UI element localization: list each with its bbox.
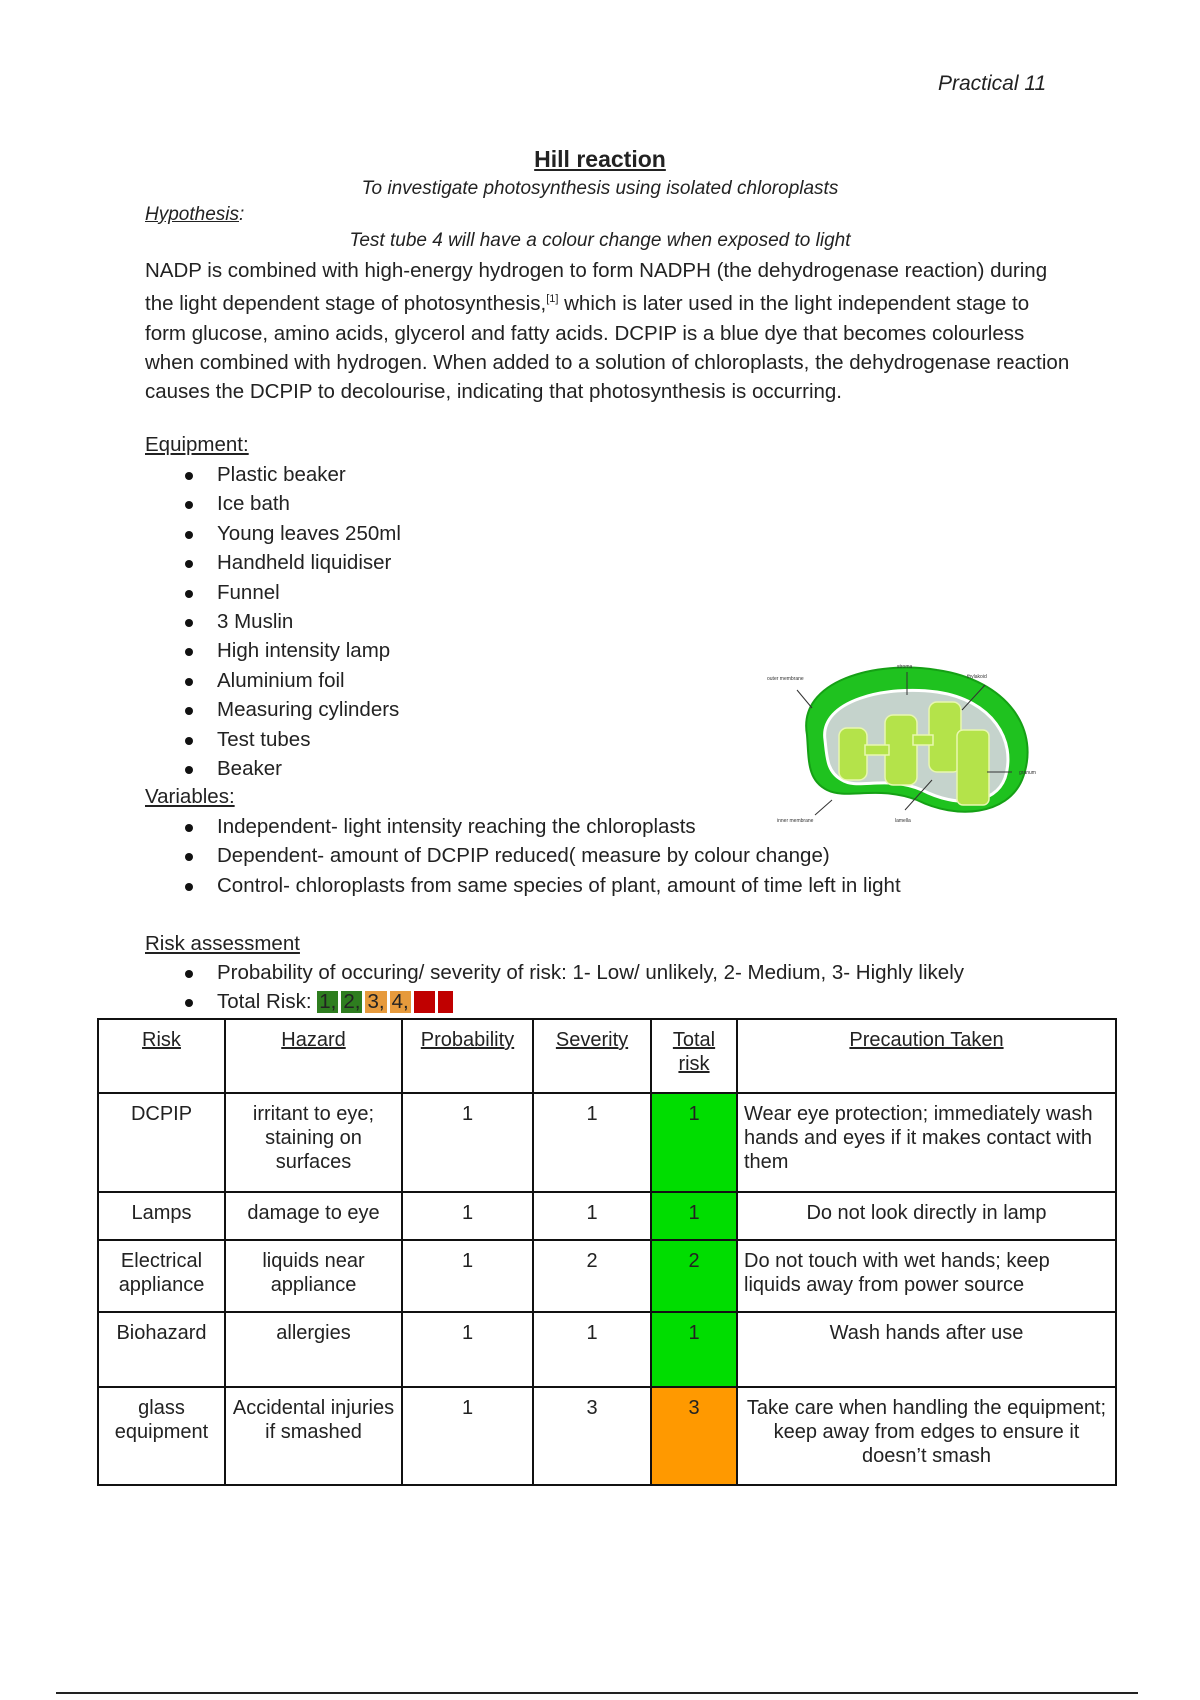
variables-heading: Variables:: [145, 785, 235, 808]
cell-probability: 1: [402, 1387, 533, 1485]
risk-chip: 6,: [415, 990, 433, 1014]
inner-membrane-label: inner membrane: [777, 818, 814, 824]
table-row: [98, 1093, 1116, 1192]
list-item: Handheld liquidiser: [0, 548, 401, 577]
table-row: [98, 1192, 1116, 1240]
cell-hazard: liquids near appliance: [225, 1240, 402, 1312]
list-item: Aluminium foil: [0, 666, 401, 695]
cell-total-risk: 2: [651, 1240, 737, 1312]
cell-severity: 3: [533, 1387, 651, 1485]
header-hazard: Hazard: [225, 1019, 402, 1093]
stroma-label: stroma: [897, 664, 913, 670]
paragraph-part1: NADP is combined with high-energy hydrogen to form NADPH (the dehydrogenase reaction) during the light dependent stage of photosynthesis,: [145, 259, 1048, 316]
list-item: High intensity lamp: [0, 636, 401, 665]
list-item: 3 Muslin: [0, 607, 401, 636]
cell-risk: Lamps: [98, 1192, 225, 1240]
header-severity: Severity: [533, 1019, 651, 1093]
cell-precaution: Wear eye protection; immediately wash hands and eyes if it makes contact with them: [737, 1093, 1116, 1192]
cell-severity: 1: [533, 1312, 651, 1387]
granum-label: granum: [1019, 770, 1036, 776]
total-risk-label: Total Risk:: [217, 990, 312, 1014]
table-row: [98, 1387, 1116, 1485]
cell-risk: glass equipment: [98, 1387, 225, 1485]
lamella-label: lamella: [895, 818, 911, 824]
cell-total-risk: 1: [651, 1192, 737, 1240]
risk-chip: 1,: [319, 990, 337, 1014]
table-row: [98, 1240, 1116, 1312]
equipment-heading: Equipment:: [145, 433, 249, 456]
header-probability: Probability: [402, 1019, 533, 1093]
page-title: Hill reaction: [534, 146, 666, 172]
cell-precaution: Do not touch with wet hands; keep liquids away from power source: [737, 1240, 1116, 1312]
citation-link[interactable]: [1]: [546, 293, 559, 306]
cell-total-risk: 3: [651, 1387, 737, 1485]
list-item: Young leaves 250ml: [0, 519, 401, 548]
subtitle: To investigate photosynthesis using isolated chloroplasts: [361, 178, 839, 199]
hypothesis-text: Test tube 4 will have a colour change when exposed to light: [349, 230, 851, 251]
risk-chip: 4,: [391, 990, 409, 1014]
list-item: Independent- light intensity reaching the chloroplasts: [0, 812, 901, 841]
paragraph-part2: which is later used in the light independent stage to form glucose, amino acids, glycerol and fatty acids. DCPIP is a blue dye that becomes colourless when combined with hydrogen. When added to a solution of chloroplasts, the dehydrogenase reaction causes the DCPIP to decolourise, indicating that photosynthesis is occurring.: [145, 292, 1070, 404]
risk-assessment-heading: Risk assessment: [145, 932, 300, 955]
variables-list: [0, 812, 901, 900]
risk-list: [0, 958, 964, 1017]
cell-precaution: Take care when handling the equipment; keep away from edges to ensure it doesn’t smash: [737, 1387, 1116, 1485]
hypothesis-heading: [145, 204, 244, 226]
outer-membrane-label: outer membrane: [767, 676, 804, 682]
cell-severity: 1: [533, 1192, 651, 1240]
total-risk-legend: [0, 987, 964, 1016]
table-header-row: [98, 1019, 1116, 1093]
list-item: Ice bath: [0, 489, 401, 518]
cell-total-risk: 1: [651, 1312, 737, 1387]
list-item: Measuring cylinders: [0, 695, 401, 724]
hypothesis-label: Hypothesis: [145, 204, 239, 225]
list-item: Funnel: [0, 578, 401, 607]
cell-severity: 2: [533, 1240, 651, 1312]
risk-chip: 9: [439, 990, 452, 1014]
cell-precaution: Do not look directly in lamp: [737, 1192, 1116, 1240]
list-item: Test tubes: [0, 725, 401, 754]
list-item: Control- chloroplasts from same species of plant, amount of time left in light: [0, 871, 901, 900]
background-paragraph: [145, 256, 1075, 407]
cell-hazard: irritant to eye; staining on surfaces: [225, 1093, 402, 1192]
cell-hazard: damage to eye: [225, 1192, 402, 1240]
list-item: Probability of occuring/ severity of risk: 1- Low/ unlikely, 2- Medium, 3- Highly likely: [0, 958, 964, 987]
risk-chip: 3,: [367, 990, 385, 1014]
cell-hazard: allergies: [225, 1312, 402, 1387]
cell-probability: 1: [402, 1192, 533, 1240]
cell-risk: Electrical appliance: [98, 1240, 225, 1312]
hypothesis-colon: :: [239, 204, 245, 225]
practical-number: Practical 11: [938, 72, 1047, 95]
table-row: [98, 1312, 1116, 1387]
header-risk: Risk: [98, 1019, 225, 1093]
header-precaution: Precaution Taken: [737, 1019, 1116, 1093]
cell-probability: 1: [402, 1240, 533, 1312]
risk-table: [97, 1018, 1117, 1486]
header-total-risk: Total risk: [651, 1019, 737, 1093]
thylakoid-label: thylakoid: [967, 674, 987, 680]
list-item: Plastic beaker: [0, 460, 401, 489]
chloroplast-diagram: [757, 650, 1057, 830]
equipment-list: [0, 460, 401, 783]
cell-precaution: Wash hands after use: [737, 1312, 1116, 1387]
cell-total-risk: 1: [651, 1093, 737, 1192]
cell-risk: DCPIP: [98, 1093, 225, 1192]
cell-probability: 1: [402, 1312, 533, 1387]
list-item: Beaker: [0, 754, 401, 783]
list-item: Dependent- amount of DCPIP reduced( measure by colour change): [0, 841, 901, 870]
cell-hazard: Accidental injuries if smashed: [225, 1387, 402, 1485]
cell-risk: Biohazard: [98, 1312, 225, 1387]
cell-probability: 1: [402, 1093, 533, 1192]
cell-severity: 1: [533, 1093, 651, 1192]
risk-chip: 2,: [343, 990, 361, 1014]
page-bottom-divider: [56, 1692, 1138, 1694]
